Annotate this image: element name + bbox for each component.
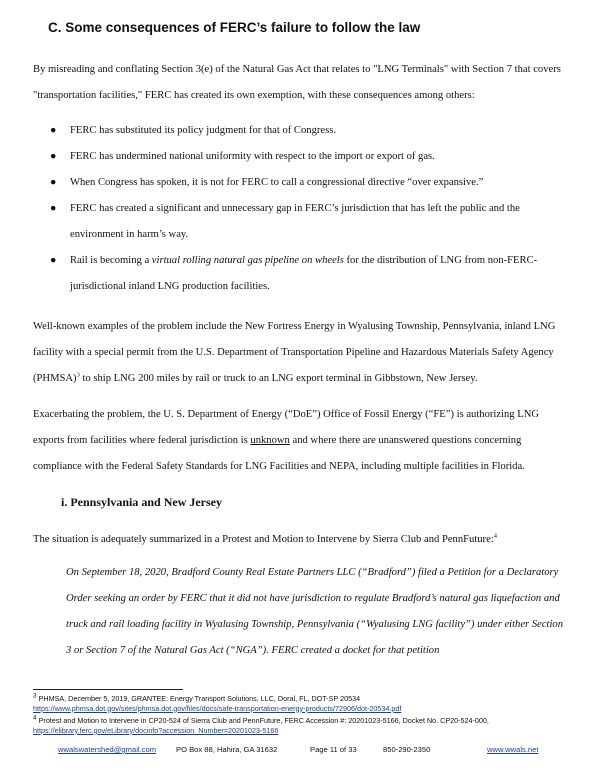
list-item-text: FERC has substituted its policy judgment for that of Congress. bbox=[70, 125, 337, 136]
underlined-word: unknown bbox=[250, 435, 290, 446]
section-heading: C. Some consequences of FERC’s failure to follow the law bbox=[48, 20, 421, 35]
footnote-3 bbox=[33, 694, 573, 713]
footnote-ref[interactable]: 3 bbox=[76, 371, 80, 379]
paragraph-text: and where there are unanswered questions concerning compliance with the Federal Safety Standards for LNG Facilities and NEPA, including multiple facilities in Florida. bbox=[33, 435, 525, 472]
footnote-divider bbox=[33, 689, 183, 690]
list-item bbox=[33, 118, 565, 144]
bullet-icon: ● bbox=[50, 177, 57, 188]
footer-address: PO Box 88, Hahira, GA 31632 bbox=[176, 745, 278, 754]
paragraph-text: to ship LNG 200 miles by rail or truck to an LNG export terminal in Gibbstown, New Jersey. bbox=[79, 373, 478, 384]
list-item-emphasis: virtual rolling natural gas pipeline on wheels bbox=[151, 255, 344, 266]
footer-phone: 850-290-2350 bbox=[383, 745, 431, 754]
list-item bbox=[33, 144, 565, 170]
footnote-text: PHMSA, December 5, 2019, GRANTEE: Energy Transport Solutions, LLC, Doral, FL, DOT-SP 20534 bbox=[38, 694, 361, 703]
summary-paragraph bbox=[33, 527, 565, 553]
paragraph-text: The situation is adequately summarized in a Protest and Motion to Intervene by Sierra Club and PennFuture: bbox=[33, 534, 494, 545]
subsection-heading: i. Pennsylvania and New Jersey bbox=[61, 495, 223, 509]
footnote-number: 4 bbox=[33, 714, 37, 722]
list-item-text: Rail is becoming a bbox=[70, 255, 152, 266]
list-item-text: FERC has undermined national uniformity with respect to the import or export of gas. bbox=[70, 151, 435, 162]
intro-paragraph: By misreading and conflating Section 3(e) of the Natural Gas Act that relates to "LNG Terminals" with Section 7 that covers "transportation facilities," FERC has created its own exemption, with these consequences among others: bbox=[33, 64, 561, 101]
list-item-text: FERC has created a significant and unnecessary gap in FERC’s jurisdiction that has left the public and the environment in harm’s way. bbox=[70, 203, 520, 240]
footer-website[interactable]: www.wwals.net bbox=[487, 745, 539, 754]
bullet-icon: ● bbox=[50, 203, 57, 214]
list-item bbox=[33, 196, 565, 248]
footer-page-number: Page 11 of 33 bbox=[310, 745, 357, 754]
footnote-link[interactable]: https://elibrary.ferc.gov/eLibrary/docinfo?accession_Number=20201023-5166 bbox=[33, 725, 279, 735]
footnote-4 bbox=[33, 716, 573, 735]
list-item-text: When Congress has spoken, it is not for FERC to call a congressional directive “over expansive.” bbox=[70, 177, 484, 188]
block-quote: On September 18, 2020, Bradford County Real Estate Partners LLC (“Bradford”) filed a Petition for a Declaratory Order seeking an order by FERC that it did not have jurisdiction to regulate Bradford’s natural gas liquefaction and truck and rail loading facility in Wyalusing Township, Pennsylvania (“Wyalusing LNG facility”) under either Section 3 or Section 7 of the Natural Gas Act (“NGA”). FERC created a docket for that petition bbox=[66, 567, 563, 656]
footnote-number: 3 bbox=[33, 692, 37, 700]
list-item bbox=[33, 248, 565, 300]
footnote-link[interactable]: https://www.phmsa.dot.gov/sites/phmsa.dot.gov/files/docs/safe-transportation-energy-products/72906/dot-20534.pdf bbox=[33, 703, 402, 713]
footnote-text: Protest and Motion to Intervene in CP20-524 of Sierra Club and PennFuture, FERC Accession #: 20201023-5166, Docket No. CP20-524-000, bbox=[38, 716, 489, 725]
paragraph-text: Exacerbating the problem, the U. S. Department of Energy (“DoE”) Office of Fossil Energy (“FE”) is authorizing LNG exports from facilities where federal jurisdiction is bbox=[33, 409, 540, 446]
list-item-text: for the distribution of LNG from non-FERC-jurisdictional inland LNG production facilities. bbox=[70, 255, 538, 292]
bullet-icon: ● bbox=[50, 125, 57, 136]
examples-paragraph bbox=[33, 314, 565, 392]
list-item bbox=[33, 170, 565, 196]
exacerbating-paragraph bbox=[33, 402, 565, 480]
footnote-ref[interactable]: 4 bbox=[493, 532, 497, 540]
paragraph-text: Well-known examples of the problem include the New Fortress Energy in Wyalusing Township, Pennsylvania, inland LNG facility with a special permit from the U.S. Department of Transportation Pipeline and Hazardous Materials Safety Agency (PHMSA) bbox=[33, 321, 556, 384]
footer-email[interactable]: wwalswatershed@gmail.com bbox=[58, 745, 157, 754]
consequences-list bbox=[33, 118, 565, 300]
bullet-icon: ● bbox=[50, 255, 57, 266]
bullet-icon: ● bbox=[50, 151, 57, 162]
